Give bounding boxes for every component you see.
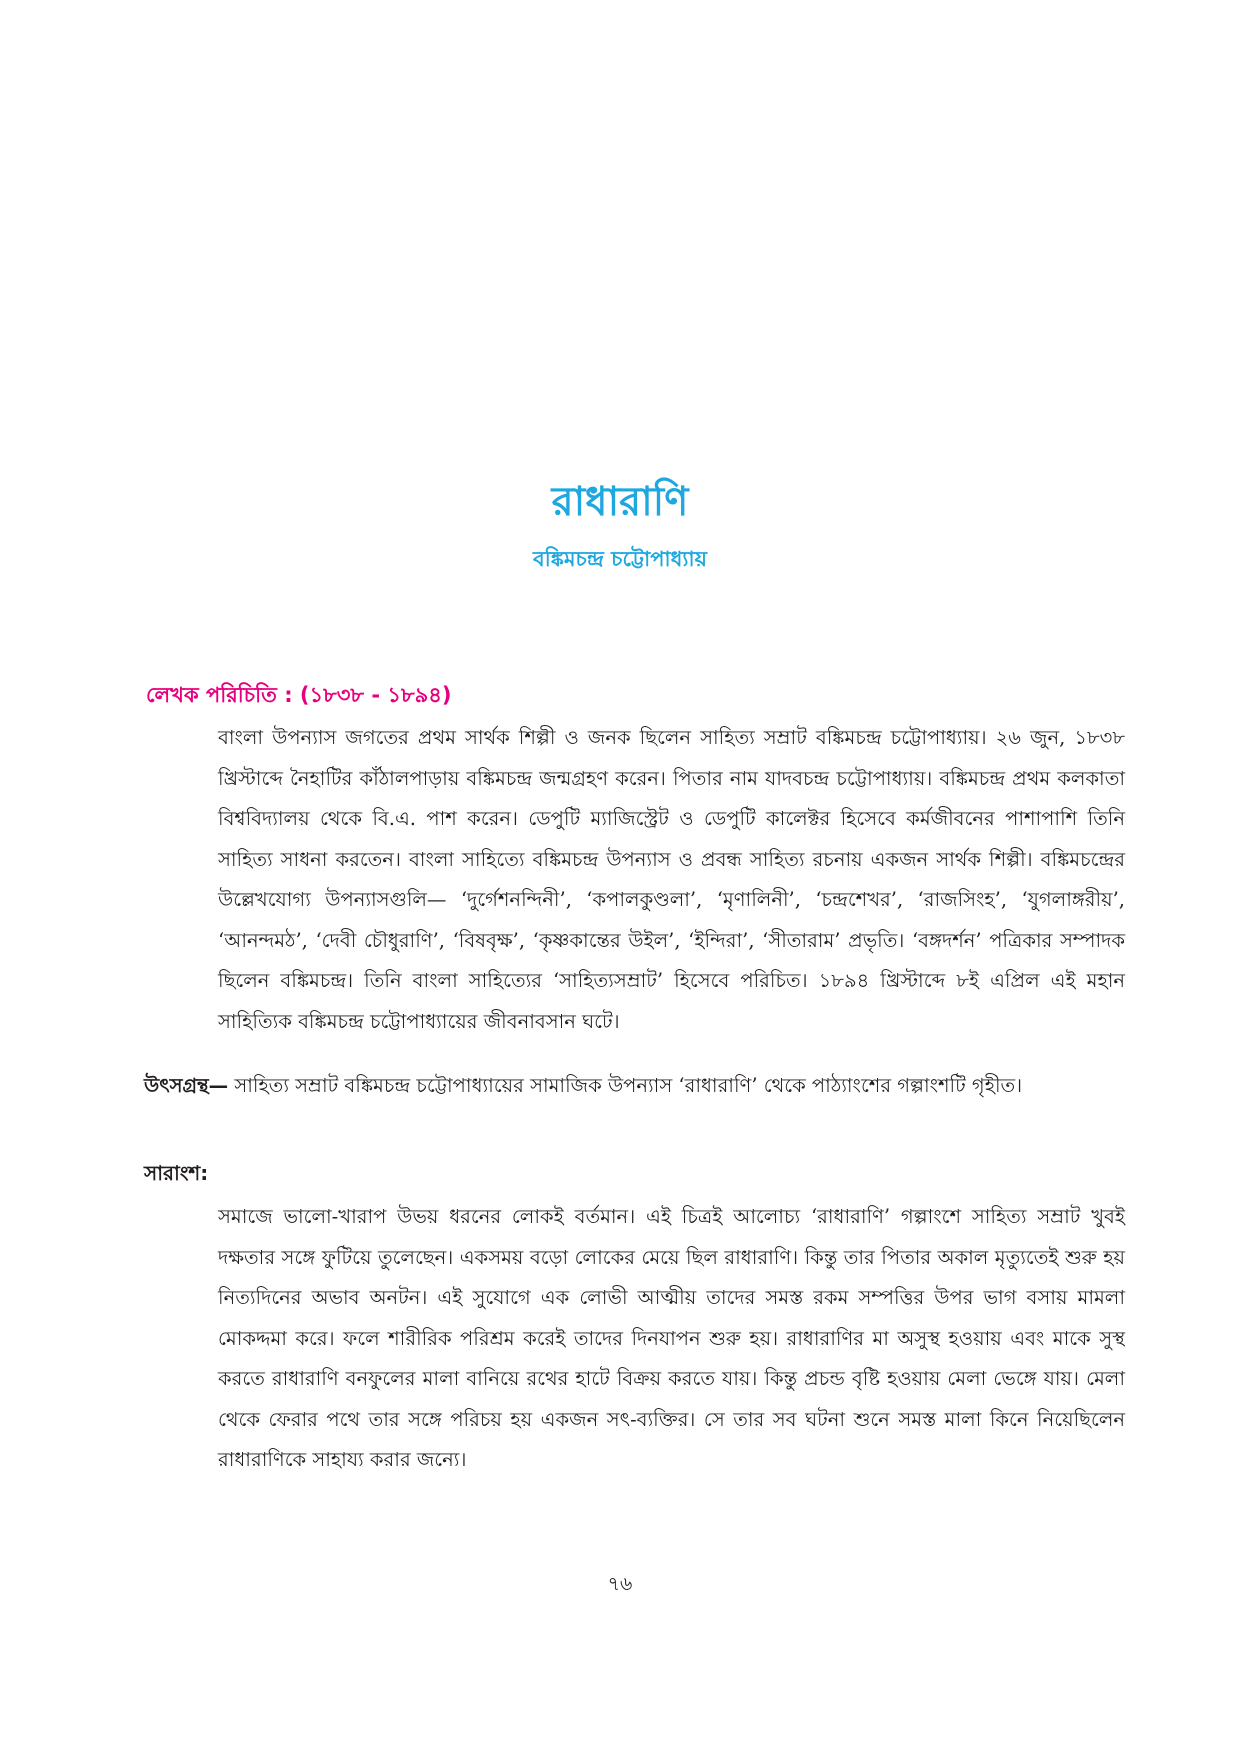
- summary-heading: সারাংশ:: [144, 1161, 209, 1185]
- chapter-title: রাধারাণি: [551, 479, 689, 525]
- source-label: উৎসগ্রন্থ—: [144, 1074, 229, 1097]
- author-name: বঙ্কিমচন্দ্র চট্টোপাধ্যায়: [533, 547, 707, 571]
- author-intro-paragraph: বাংলা উপন্যাস জগতের প্রথম সার্থক শিল্পী ও জনক ছিলেন সাহিত্য সম্রাট বঙ্কিমচন্দ্র চট্টোপাধ্যায়। ২৬ জুন, ১৮৩৮ খ্রিস্টাব্দে নৈহাটির কাঁঠালপাড়ায় বঙ্কিমচন্দ্র জন্মগ্রহণ করেন। পিতার নাম যাদবচন্দ্র চট্টোপাধ্যায়। বঙ্কিমচন্দ্র প্রথম কলকাতা বিশ্ববিদ্যালয় থেকে বি.এ. পাশ করেন। ডেপুটি ম্যাজিস্ট্রেট ও ডেপুটি কালেক্টর হিসেবে কর্মজীবনের পাশাপাশি তিনি সাহিত্য সাধনা করতেন। বাংলা সাহিত্যে বঙ্কিমচন্দ্র উপন্যাস ও প্রবন্ধ সাহিত্য রচনায় একজন সার্থক শিল্পী। বঙ্কিমচন্দ্রের উল্লেখযোগ্য উপন্যাসগুলি— ‘দুর্গেশনন্দিনী’, ‘কপালকুণ্ডলা’, ‘মৃণালিনী’, ‘চন্দ্রশেখর’, ‘রাজসিংহ’, ‘যুগলাঙ্গরীয়’, ‘আনন্দমঠ’, ‘দেবী চৌধুরাণি’, ‘বিষবৃক্ষ’, ‘কৃষ্ণকান্তের উইল’, ‘ইন্দিরা’, ‘সীতারাম’ প্রভৃতি। ‘বঙ্গদর্শন’ পত্রিকার সম্পাদক ছিলেন বঙ্কিমচন্দ্র। তিনি বাংলা সাহিত্যের ‘সাহিত্যসম্রাট’ হিসেবে পরিচিত। ১৮৯৪ খ্রিস্টাব্দে ৮ই এপ্রিল এই মহান সাহিত্যিক বঙ্কিমচন্দ্র চট্টোপাধ্যায়ের জীবনাবসান ঘটে।: [218, 726, 1125, 1033]
- summary-paragraph: সমাজে ভালো-খারাপ উভয় ধরনের লোকই বর্তমান। এই চিত্রই আলোচ্য ‘রাধারাণি’ গল্পাংশে সাহিত্য সম্রাট খুবই দক্ষতার সঙ্গে ফুটিয়ে তুলেছেন। একসময় বড়ো লোকের মেয়ে ছিল রাধারাণি। কিন্তু তার পিতার অকাল মৃত্যুতেই শুরু হয় নিত্যদিনের অভাব অনটন। এই সুযোগে এক লোভী আত্মীয় তাদের সমস্ত রকম সম্পত্তির উপর ভাগ বসায় মামলা মোকদ্দমা করে। ফলে শারীরিক পরিশ্রম করেই তাদের দিনযাপন শুরু হয়। রাধারাণির মা অসুস্থ হওয়ায় এবং মাকে সুস্থ করতে রাধারাণি বনফুলের মালা বানিয়ে রথের হাটে বিক্রয় করতে যায়। কিন্তু প্রচন্ড বৃষ্টি হওয়ায় মেলা ভেঙ্গে যায়। মেলা থেকে ফেরার পথে তার সঙ্গে পরিচয় হয় একজন সৎ-ব্যক্তির। সে তার সব ঘটনা শুনে সমস্ত মালা কিনে নিয়েছিলেন রাধারাণিকে সাহায্য করার জন্যে।: [218, 1205, 1125, 1471]
- source-text: সাহিত্য সম্রাট বঙ্কিমচন্দ্র চট্টোপাধ্যায়ের সামাজিক উপন্যাস ‘রাধারাণি’ থেকে পাঠ্যাংশের গল্পাংশটি গৃহীত।: [228, 1074, 1023, 1097]
- page-number: ৭৬: [607, 1573, 633, 1595]
- author-intro-heading: লেখক পরিচিতি : (১৮৩৮ - ১৮৯৪): [146, 683, 452, 707]
- source-line: [144, 1068, 1124, 1104]
